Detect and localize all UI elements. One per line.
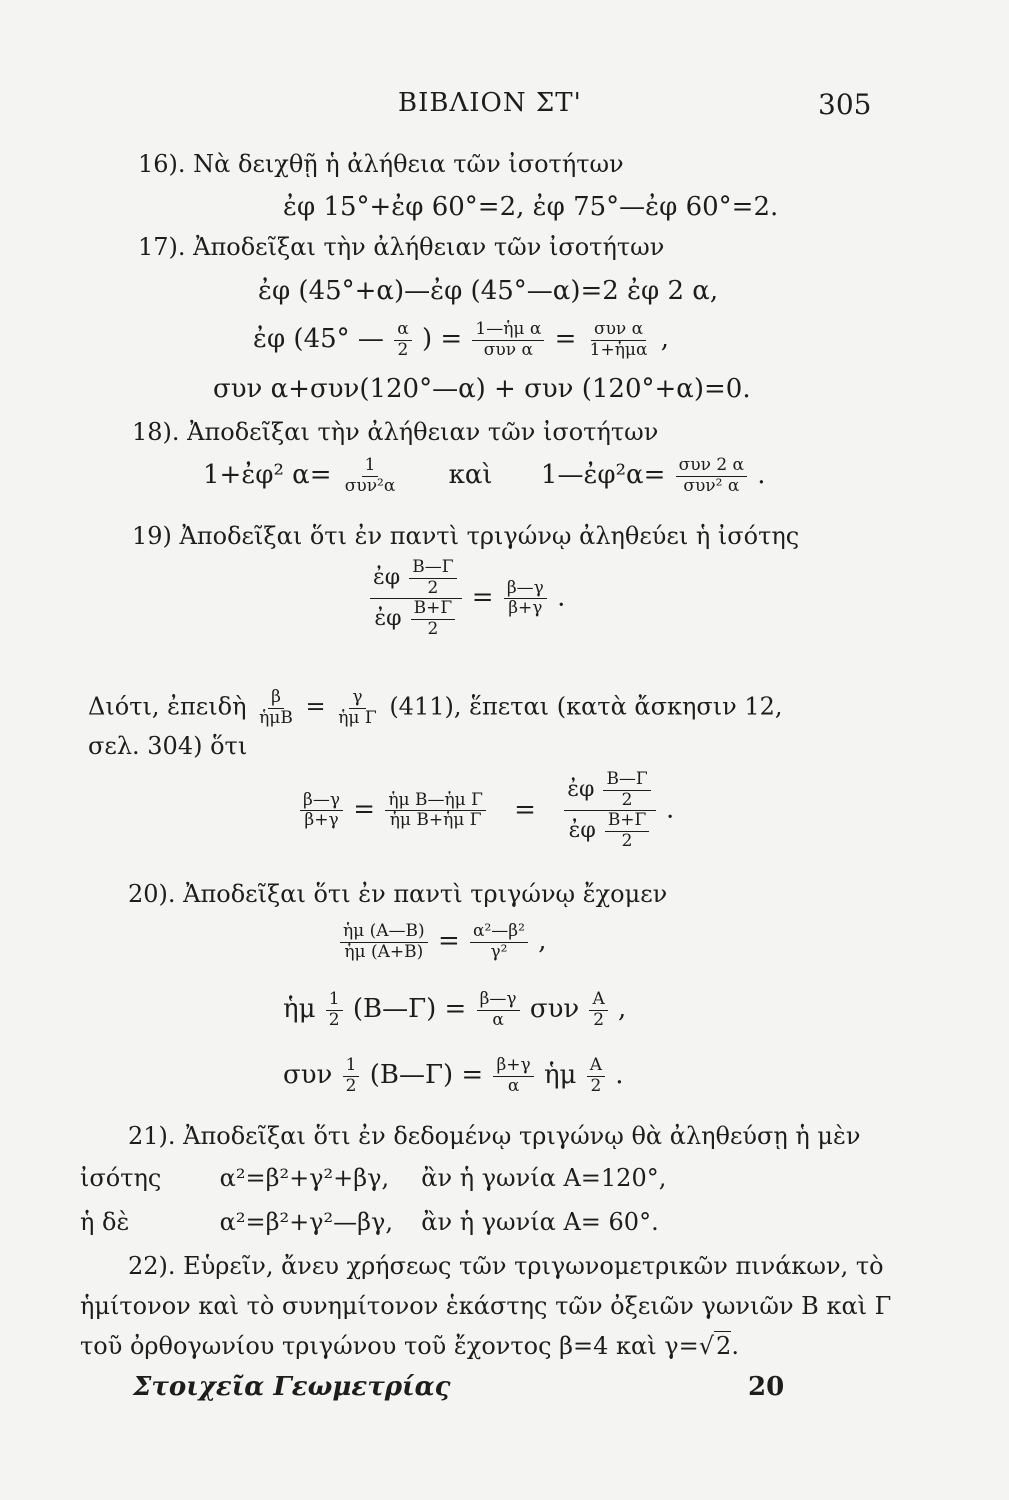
running-header: ΒΙΒΛΙΟΝ ΣΤ' (398, 88, 582, 118)
eq-text: (Β—Γ) = (352, 994, 467, 1025)
exercise-17-equation-1: ἐφ (45°+α)—ἐφ (45°—α)=2 ἐφ 2 α, (258, 276, 719, 306)
eq-text: . (615, 1060, 624, 1091)
exercise-17-equation-2 (253, 320, 669, 360)
eq-text: συν (529, 994, 580, 1025)
eq-text: . (557, 582, 566, 613)
fraction: $\frac{\text{ἡμ (Α—Β)}}{\text{ἡμ (Α+Β)}}$ (340, 922, 428, 962)
eq-text: = (437, 926, 460, 957)
eq-text: . (757, 460, 766, 491)
exercise-20-equation-3 (283, 1056, 624, 1096)
fraction: $\frac{\gamma}{\text{ἡμ Γ}}$ (338, 687, 377, 728)
exercise-number: 20). (128, 880, 176, 908)
proof-text: Διότι, ἐπειδὴ (88, 692, 247, 721)
fraction: $\frac{\text{ἡμ Β—ἡμ Γ}}{\text{ἡμ Β+ἡμ Γ}}$ (385, 791, 486, 831)
eq-text: = (305, 692, 326, 721)
exercise-text: Ἀποδεῖξαι τὴν ἀλήθειαν τῶν ἰσοτήτων (187, 418, 659, 446)
fraction: $\frac{\beta—\gamma}{\alpha}$ (477, 990, 520, 1030)
fraction: β ἡμΒ (259, 687, 293, 728)
fraction: 1—ἡμ α συν α (472, 320, 544, 360)
exercise-number: 21). (128, 1122, 176, 1150)
eq-text: καὶ (448, 460, 493, 491)
exercise-text: Νὰ δειχθῇ ἡ ἀλήθεια τῶν ἰσοτήτων (193, 150, 624, 178)
proof-equation (298, 770, 674, 851)
exercise-text: τοῦ ὀρθογωνίου τριγώνου τοῦ ἔχοντος β=4 καὶ γ= (80, 1332, 699, 1360)
eq-text: 1+ἐφ² α= (203, 460, 332, 491)
exercise-number: 22). (128, 1252, 176, 1280)
eq-text: , (618, 994, 627, 1025)
fraction: συν 2 α συν² α (676, 456, 747, 496)
exercise-19 (132, 522, 799, 550)
exercise-text: Ἀποδεῖξαι ὅτι ἐν παντὶ τριγώνῳ ἔχομεν (183, 880, 668, 908)
eq-text: . (731, 1332, 739, 1360)
fraction: $\frac{\beta+\gamma}{\alpha}$ (493, 1056, 533, 1096)
eq-text: ἡμ (543, 1060, 577, 1091)
exercise-text: ἡ δὲ (80, 1208, 130, 1236)
fraction: $\frac{1}{2}$ (343, 1056, 360, 1096)
exercise-20-equation-2 (283, 990, 626, 1030)
exercise-22-line-3 (80, 1332, 739, 1360)
eq-text: (Β—Γ) = (369, 1060, 484, 1091)
eq-text: = (514, 794, 536, 825)
exercise-text: Ἀποδεῖξαι τὴν ἀλήθειαν τῶν ἰσοτήτων (193, 233, 665, 261)
exercise-text: ἂν ἡ γωνία Α=120°, (421, 1164, 667, 1192)
fraction: συν α 1+ἡμα (589, 319, 648, 360)
page-number: 305 (818, 88, 872, 121)
exercise-21-line-3 (80, 1208, 659, 1236)
exercise-text: ἂν ἡ γωνία Α= 60°. (421, 1208, 659, 1236)
exercise-number: 17). (138, 233, 186, 261)
proof-text: (411), ἕπεται (κατὰ ἄσκησιν 12, (389, 692, 783, 721)
fraction: $\frac{\alpha}{2}$ (394, 320, 411, 360)
eq-text: = (353, 794, 376, 825)
exercise-16 (138, 150, 624, 178)
exercise-22 (128, 1252, 884, 1280)
fraction: $\frac{\beta—\gamma}{\beta+\gamma}$ (504, 579, 547, 619)
exercise-20 (128, 880, 667, 908)
eq-text: , (538, 926, 547, 957)
eq-text: ἐφ (45° — (253, 324, 384, 355)
fraction: ἐφ $\frac{B—\Gamma}{2}$ ἐφ $\frac{B+\Gamma}{2}$ (564, 770, 656, 851)
exercise-20-equation-1 (338, 922, 546, 962)
square-root-argument: 2 (716, 1332, 732, 1360)
signature-number: 20 (748, 1372, 785, 1402)
eq-text: α²=β²+γ²+βγ, (219, 1164, 390, 1192)
fraction: $\frac{\beta—\gamma}{\beta+\gamma}$ (300, 791, 343, 831)
fraction: 1 συν²α (344, 455, 396, 496)
fraction: $\frac{A}{2}$ (589, 990, 607, 1030)
exercise-text: Ἀποδεῖξαι ὅτι ἐν παντὶ τριγώνῳ ἀληθεύει ἡ ἰσότης (179, 522, 800, 550)
eq-text: = (554, 324, 577, 355)
exercise-text: Εὑρεῖν, ἄνευ χρήσεως τῶν τριγωνομετρικῶν πινάκων, τὸ (183, 1252, 884, 1280)
eq-text: , (660, 324, 669, 355)
eq-text: . (666, 794, 675, 825)
exercise-text: ἰσότης (80, 1164, 162, 1192)
exercise-22-line-2: ἡμίτονον καὶ τὸ συνημίτονον ἑκάστης τῶν ὀξειῶν γωνιῶν Β καὶ Γ (80, 1292, 892, 1320)
exercise-number: 16). (138, 150, 186, 178)
exercise-text: Ἀποδεῖξαι ὅτι ἐν δεδομένῳ τριγώνῳ θὰ ἀληθεύσῃ ἡ μὲν (183, 1122, 861, 1150)
square-root-sign: √ (698, 1332, 715, 1360)
exercise-21-line-2 (80, 1164, 666, 1192)
exercise-16-equation: ἐφ 15°+ἐφ 60°=2, ἐφ 75°—ἐφ 60°=2. (283, 192, 779, 222)
exercise-21 (128, 1122, 860, 1150)
exercise-17 (138, 233, 664, 261)
eq-text: ) = (421, 324, 463, 355)
exercise-19-equation (368, 558, 565, 639)
exercise-number: 19) (132, 522, 172, 550)
exercise-number: 18). (132, 418, 180, 446)
eq-text: α²=β²+γ²—βγ, (219, 1208, 393, 1236)
exercise-17-equation-3: συν α+συν(120°—α) + συν (120°+α)=0. (213, 374, 751, 404)
fraction: ἐφ $\frac{B—\Gamma}{2}$ ἐφ $\frac{B+\Gamma}{2}$ (370, 558, 462, 639)
eq-text: 1—ἐφ²α= (540, 460, 666, 491)
eq-text: = (471, 582, 494, 613)
exercise-18 (132, 418, 658, 446)
exercise-18-equation (203, 456, 766, 496)
eq-text: συν (283, 1060, 333, 1091)
fraction: $\frac{A}{2}$ (587, 1056, 605, 1096)
fraction: $\frac{\text{α²—β²}}{\text{γ²}}$ (470, 922, 528, 962)
eq-text: ἡμ (283, 994, 316, 1025)
proof-line-2: σελ. 304) ὅτι (88, 732, 248, 760)
footer-title: Στοιχεῖα Γεωμετρίας (133, 1372, 451, 1402)
proof-line-1 (88, 688, 783, 728)
fraction: $\frac{1}{2}$ (326, 990, 343, 1030)
